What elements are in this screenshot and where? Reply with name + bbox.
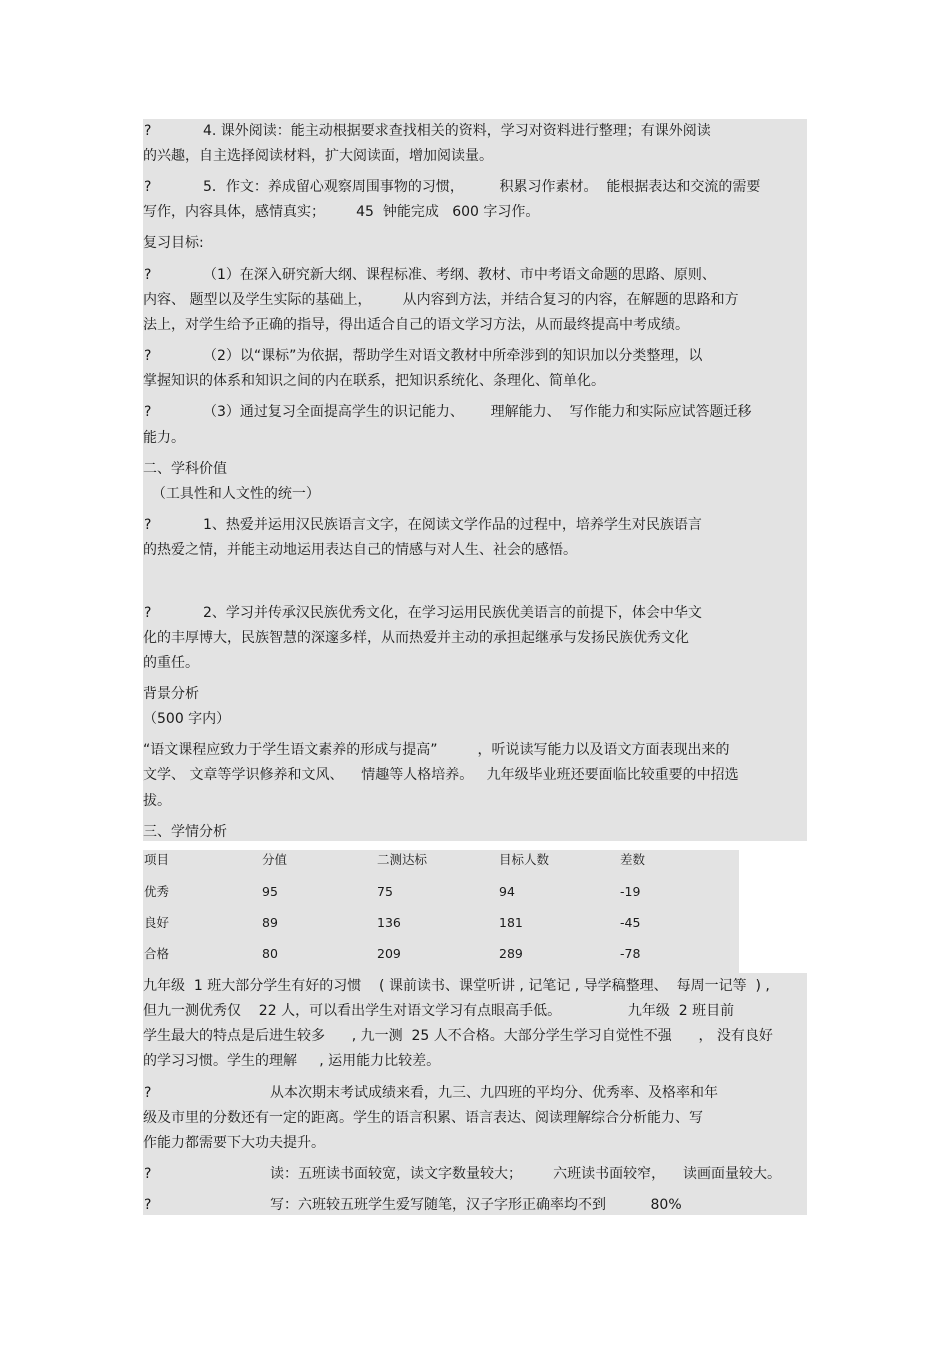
text-line: 级及市里的分数还有一定的距离。学生的语言积累、语言表达、阅读理解综合分析能力、写 xyxy=(143,1110,703,1126)
text-line: （3）通过复习全面提高学生的识记能力、 理解能力、 写作能力和实际应试答题迁移 xyxy=(203,404,752,420)
table-cell: 136 xyxy=(377,915,401,930)
bullet-marker: ? xyxy=(144,517,152,533)
table-cell: -78 xyxy=(620,946,641,961)
table-header-cell: 目标人数 xyxy=(499,852,550,867)
table-cell: 80 xyxy=(262,946,278,961)
bullet-marker: ? xyxy=(144,605,152,621)
table-header-cell: 分值 xyxy=(262,852,288,867)
text-line: 九年级 1 班大部分学生有好的习惯 ( 课前读书、课堂听讲 , 记笔记 , 导学稿整理、 每周一记等 ) , xyxy=(143,978,770,994)
text-line: （2）以“课标”为依据，帮助学生对语文教材中所牵涉到的知识加以分类整理，以 xyxy=(203,348,703,364)
highlight-block-upper xyxy=(143,119,807,841)
table-cell: 良好 xyxy=(144,915,170,930)
text-line: 1、热爱并运用汉民族语言文字，在阅读文学作品的过程中，培养学生对民族语言 xyxy=(203,517,702,533)
bullet-marker: ? xyxy=(144,267,152,283)
table-header-cell: 二测达标 xyxy=(377,852,428,867)
text-line: 能力。 xyxy=(143,430,185,446)
text-line: 法上，对学生给予正确的指导，得出适合自己的语文学习方法，从而最终提高中考成绩。 xyxy=(143,317,689,333)
bullet-marker: ? xyxy=(144,404,152,420)
table-header-cell: 项目 xyxy=(144,852,170,867)
text-line: 的兴趣，自主选择阅读材料，扩大阅读面，增加阅读量。 xyxy=(143,148,493,164)
text-line: 的学习习惯。学生的理解 , 运用能力比较差。 xyxy=(143,1053,441,1069)
section-heading: 三、学情分析 xyxy=(143,824,227,840)
table-cell: 289 xyxy=(499,946,523,961)
text-line: “语文课程应致力于学生语文素养的形成与提高” ，听说读写能力以及语文方面表现出来的 xyxy=(143,742,730,758)
text-line: 内容、 题型以及学生实际的基础上， 从内容到方法，并结合复习的内容，在解题的思路和方 xyxy=(143,292,739,308)
text-line: 写：六班较五班学生爱写随笔，汉子字形正确率均不到 80% xyxy=(270,1197,682,1213)
text-line: 学生最大的特点是后进生较多 , 九一测 25 人不合格。大部分学生学习自觉性不强 ， 没有良好 xyxy=(143,1028,773,1044)
bullet-marker: ? xyxy=(144,179,152,195)
table-header-cell: 差数 xyxy=(620,852,646,867)
text-line: 5．作文：养成留心观察周围事物的习惯， 积累习作素材。 能根据表达和交流的需要 xyxy=(203,179,761,195)
table-cell: 89 xyxy=(262,915,278,930)
table-row xyxy=(143,882,739,906)
text-line: 掌握知识的体系和知识之间的内在联系，把知识系统化、条理化、简单化。 xyxy=(143,373,605,389)
text-line: 文学、 文章等学识修养和文风、 情趣等人格培养。 九年级毕业班还要面临比较重要的中招选 xyxy=(143,767,739,783)
score-table xyxy=(143,850,739,973)
section-heading: 二、学科价值 xyxy=(143,461,227,477)
text-line: 从本次期末考试成绩来看，九三、九四班的平均分、优秀率、及格率和年 xyxy=(270,1085,718,1101)
text-line: 4. 课外阅读：能主动根据要求查找相关的资料，学习对资料进行整理；有课外阅读 xyxy=(203,123,711,139)
text-line: 化的丰厚博大，民族智慧的深邃多样，从而热爱并主动的承担起继承与发扬民族优秀文化 xyxy=(143,630,689,646)
table-cell: 95 xyxy=(262,884,278,899)
table-row xyxy=(143,944,739,968)
text-line: 写作，内容具体，感情真实； 45 钟能完成 600 字习作。 xyxy=(143,204,540,220)
text-line: 的热爱之情，并能主动地运用表达自己的情感与对人生、社会的感悟。 xyxy=(143,542,577,558)
section-heading: 复习目标: xyxy=(143,235,204,251)
bullet-marker: ? xyxy=(144,123,152,139)
section-subheading: （500 字内） xyxy=(143,711,231,727)
text-line: 读：五班读书面较宽，读文字数量较大； 六班读书面较窄， 读画面量较大。 xyxy=(270,1166,781,1182)
text-line: （1）在深入研究新大纲、课程标准、考纲、教材、市中考语文命题的思路、原则、 xyxy=(203,267,716,283)
table-row xyxy=(143,913,739,937)
bullet-marker: ? xyxy=(144,1085,152,1101)
section-heading: 背景分析 xyxy=(143,686,199,702)
table-cell: 合格 xyxy=(144,946,170,961)
table-cell: -45 xyxy=(620,915,641,930)
text-line: 但九一测优秀仅 22 人，可以看出学生对语文学习有点眼高手低。 九年级 2 班目前 xyxy=(143,1003,735,1019)
table-header-row xyxy=(143,850,739,874)
text-line: 作能力都需要下大功夫提升。 xyxy=(143,1135,325,1151)
bullet-marker: ? xyxy=(144,1166,152,1182)
text-line: 的重任。 xyxy=(143,655,199,671)
section-subheading: （工具性和人文性的统一） xyxy=(143,486,320,502)
text-line: 2、学习并传承汉民族优秀文化，在学习运用民族优美语言的前提下，体会中华文 xyxy=(203,605,702,621)
bullet-marker: ? xyxy=(144,1197,152,1213)
table-cell: -19 xyxy=(620,884,641,899)
table-cell: 209 xyxy=(377,946,401,961)
text-line: 拔。 xyxy=(143,793,171,809)
table-cell: 94 xyxy=(499,884,515,899)
table-cell: 75 xyxy=(377,884,393,899)
table-cell: 优秀 xyxy=(144,884,170,899)
table-cell: 181 xyxy=(499,915,523,930)
bullet-marker: ? xyxy=(144,348,152,364)
